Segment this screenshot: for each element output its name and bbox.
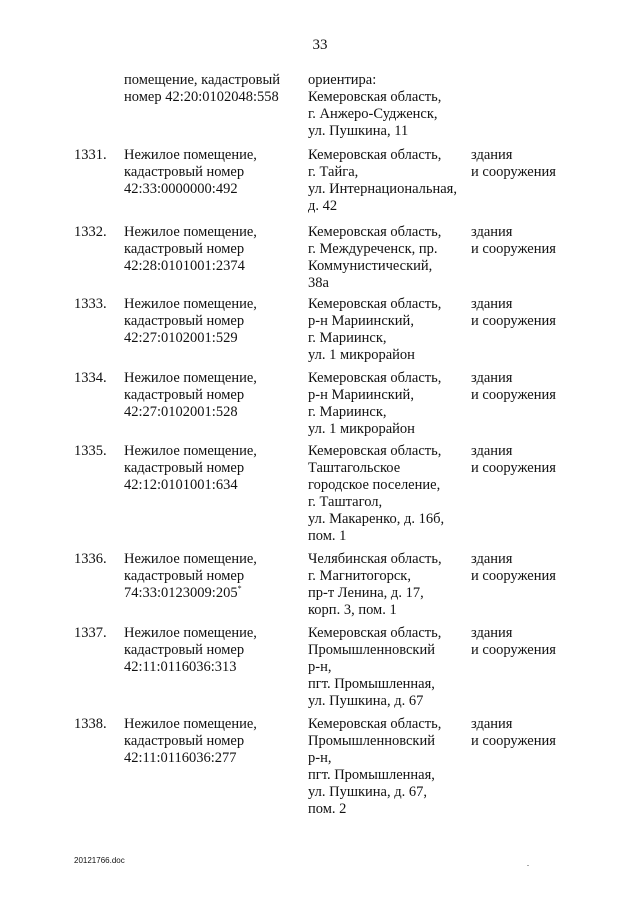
object-name-line: Нежилое помещение, [124,625,257,641]
object-category [471,625,611,659]
object-address-line: Кемеровская область, [308,716,442,732]
object-address [308,147,473,215]
object-address-line: Коммунистический, [308,258,433,274]
object-name-line: кадастровый номер [124,164,245,180]
object-name-line: 42:11:0116036:277 [124,750,237,766]
object-address-line: г. Таштагол, [308,494,383,510]
object-address-line: р-н, [308,750,332,766]
object-category-line: и сооружения [471,387,556,403]
object-name-line: Нежилое помещение, [124,551,257,567]
object-address [308,625,473,710]
object-address-line: ул. Пушкина, д. 67 [308,693,424,709]
object-name [124,224,304,275]
object-address-line: пгт. Промышленная, [308,767,435,783]
object-category-line: здания [471,224,513,240]
object-address-line: Челябинская область, [308,551,442,567]
object-address-line: д. 42 [308,198,338,214]
object-category [471,443,611,477]
object-address-line: г. Магнитогорск, [308,568,411,584]
object-category-line: здания [471,716,513,732]
object-name [124,716,304,767]
object-address-line: г. Тайга, [308,164,359,180]
footer-filename: 20121766.doc [74,856,125,865]
object-name-line: кадастровый номер [124,387,245,403]
entry-number: 1335. [74,443,107,459]
object-address-line: Кемеровская область, [308,89,442,105]
object-address-line: р-н Мариинский, [308,387,414,403]
object-address-line: корп. 3, пом. 1 [308,602,397,618]
object-address-line: г. Мариинск, [308,330,387,346]
object-address-line: Кемеровская область, [308,296,442,312]
object-category [471,296,611,330]
object-address-line: пом. 2 [308,801,347,817]
footer-mark: . [527,859,529,868]
object-address-line: р-н, [308,659,332,675]
object-category [471,716,611,750]
object-address-line: ориентира: [308,72,377,88]
object-name-line: номер 42:20:0102048:558 [124,89,279,105]
object-name [124,296,304,347]
object-name-line: Нежилое помещение, [124,716,257,732]
object-category-line: здания [471,551,513,567]
object-name-line: кадастровый номер [124,733,245,749]
object-category-line: и сооружения [471,733,556,749]
object-name-line: Нежилое помещение, [124,147,257,163]
entry-number: 1333. [74,296,107,312]
object-name-line: Нежилое помещение, [124,370,257,386]
entry-number: 1334. [74,370,107,386]
entry-number: 1338. [74,716,107,732]
object-category-line: и сооружения [471,241,556,257]
object-name [124,625,304,676]
object-name [124,147,304,198]
object-name [124,370,304,421]
object-category [471,224,611,258]
object-category-line: здания [471,296,513,312]
object-category-line: и сооружения [471,460,556,476]
object-name [124,551,304,602]
object-name-line: Нежилое помещение, [124,224,257,240]
object-name-line: Нежилое помещение, [124,443,257,459]
object-address [308,72,473,140]
object-name-line: 42:11:0116036:313 [124,659,237,675]
object-address-line: р-н Мариинский, [308,313,414,329]
object-name-line: 42:33:0000000:492 [124,181,238,197]
object-category-line: и сооружения [471,164,556,180]
object-address-line: ул. Пушкина, д. 67, [308,784,427,800]
object-name-line: кадастровый номер [124,642,245,658]
object-name-line: кадастровый номер [124,568,245,584]
object-address-line: г. Мариинск, [308,404,387,420]
object-name [124,72,304,106]
object-address-line: городское поселение, [308,477,441,493]
object-address [308,716,473,818]
object-category-line: здания [471,147,513,163]
object-address-line: Таштагольское [308,460,401,476]
object-address-line: ул. Интернациональная, [308,181,457,197]
object-address-line: Кемеровская область, [308,625,442,641]
object-address [308,224,473,292]
object-address-line: пгт. Промышленная, [308,676,435,692]
object-address [308,370,473,438]
object-name-line: 42:28:0101001:2374 [124,258,245,274]
object-address-line: пом. 1 [308,528,347,544]
object-address-line: г. Анжеро-Судженск, [308,106,438,122]
object-address-line: г. Междуреченск, пр. [308,241,438,257]
entry-number: 1337. [74,625,107,641]
object-name-line: кадастровый номер [124,313,245,329]
object-name-line: 74:33:0123009:205* [124,584,242,601]
object-category-line: здания [471,370,513,386]
object-address-line: ул. Пушкина, 11 [308,123,409,139]
object-address-line: ул. Макаренко, д. 16б, [308,511,445,527]
object-category-line: здания [471,625,513,641]
object-category-line: и сооружения [471,313,556,329]
object-name-line: Нежилое помещение, [124,296,257,312]
object-address-line: Кемеровская область, [308,443,442,459]
object-address [308,296,473,364]
object-category-line: и сооружения [471,642,556,658]
object-address-line: Кемеровская область, [308,370,442,386]
object-address-line: 38а [308,275,329,291]
object-category [471,147,611,181]
object-name-line: 42:27:0102001:528 [124,404,238,420]
object-name [124,443,304,494]
object-category [471,370,611,404]
object-name-line: кадастровый номер [124,241,245,257]
entry-number: 1331. [74,147,107,163]
object-category [471,551,611,585]
object-name-line: помещение, кадастровый [124,72,281,88]
object-name-line: кадастровый номер [124,460,245,476]
object-address [308,551,473,619]
page-number: 33 [312,37,328,53]
object-address-line: Промышленновский [308,642,435,658]
object-name-line: 42:27:0102001:529 [124,330,238,346]
object-address-line: ул. 1 микрорайон [308,421,415,437]
object-address-line: Кемеровская область, [308,224,442,240]
entry-number: 1332. [74,224,107,240]
footnote-mark: * [237,584,242,594]
object-category-line: и сооружения [471,568,556,584]
object-address [308,443,473,545]
object-address-line: пр-т Ленина, д. 17, [308,585,424,601]
object-address-line: Промышленновский [308,733,435,749]
object-address-line: ул. 1 микрорайон [308,347,415,363]
object-address-line: Кемеровская область, [308,147,442,163]
object-category-line: здания [471,443,513,459]
entry-number: 1336. [74,551,107,567]
object-name-line: 42:12:0101001:634 [124,477,238,493]
